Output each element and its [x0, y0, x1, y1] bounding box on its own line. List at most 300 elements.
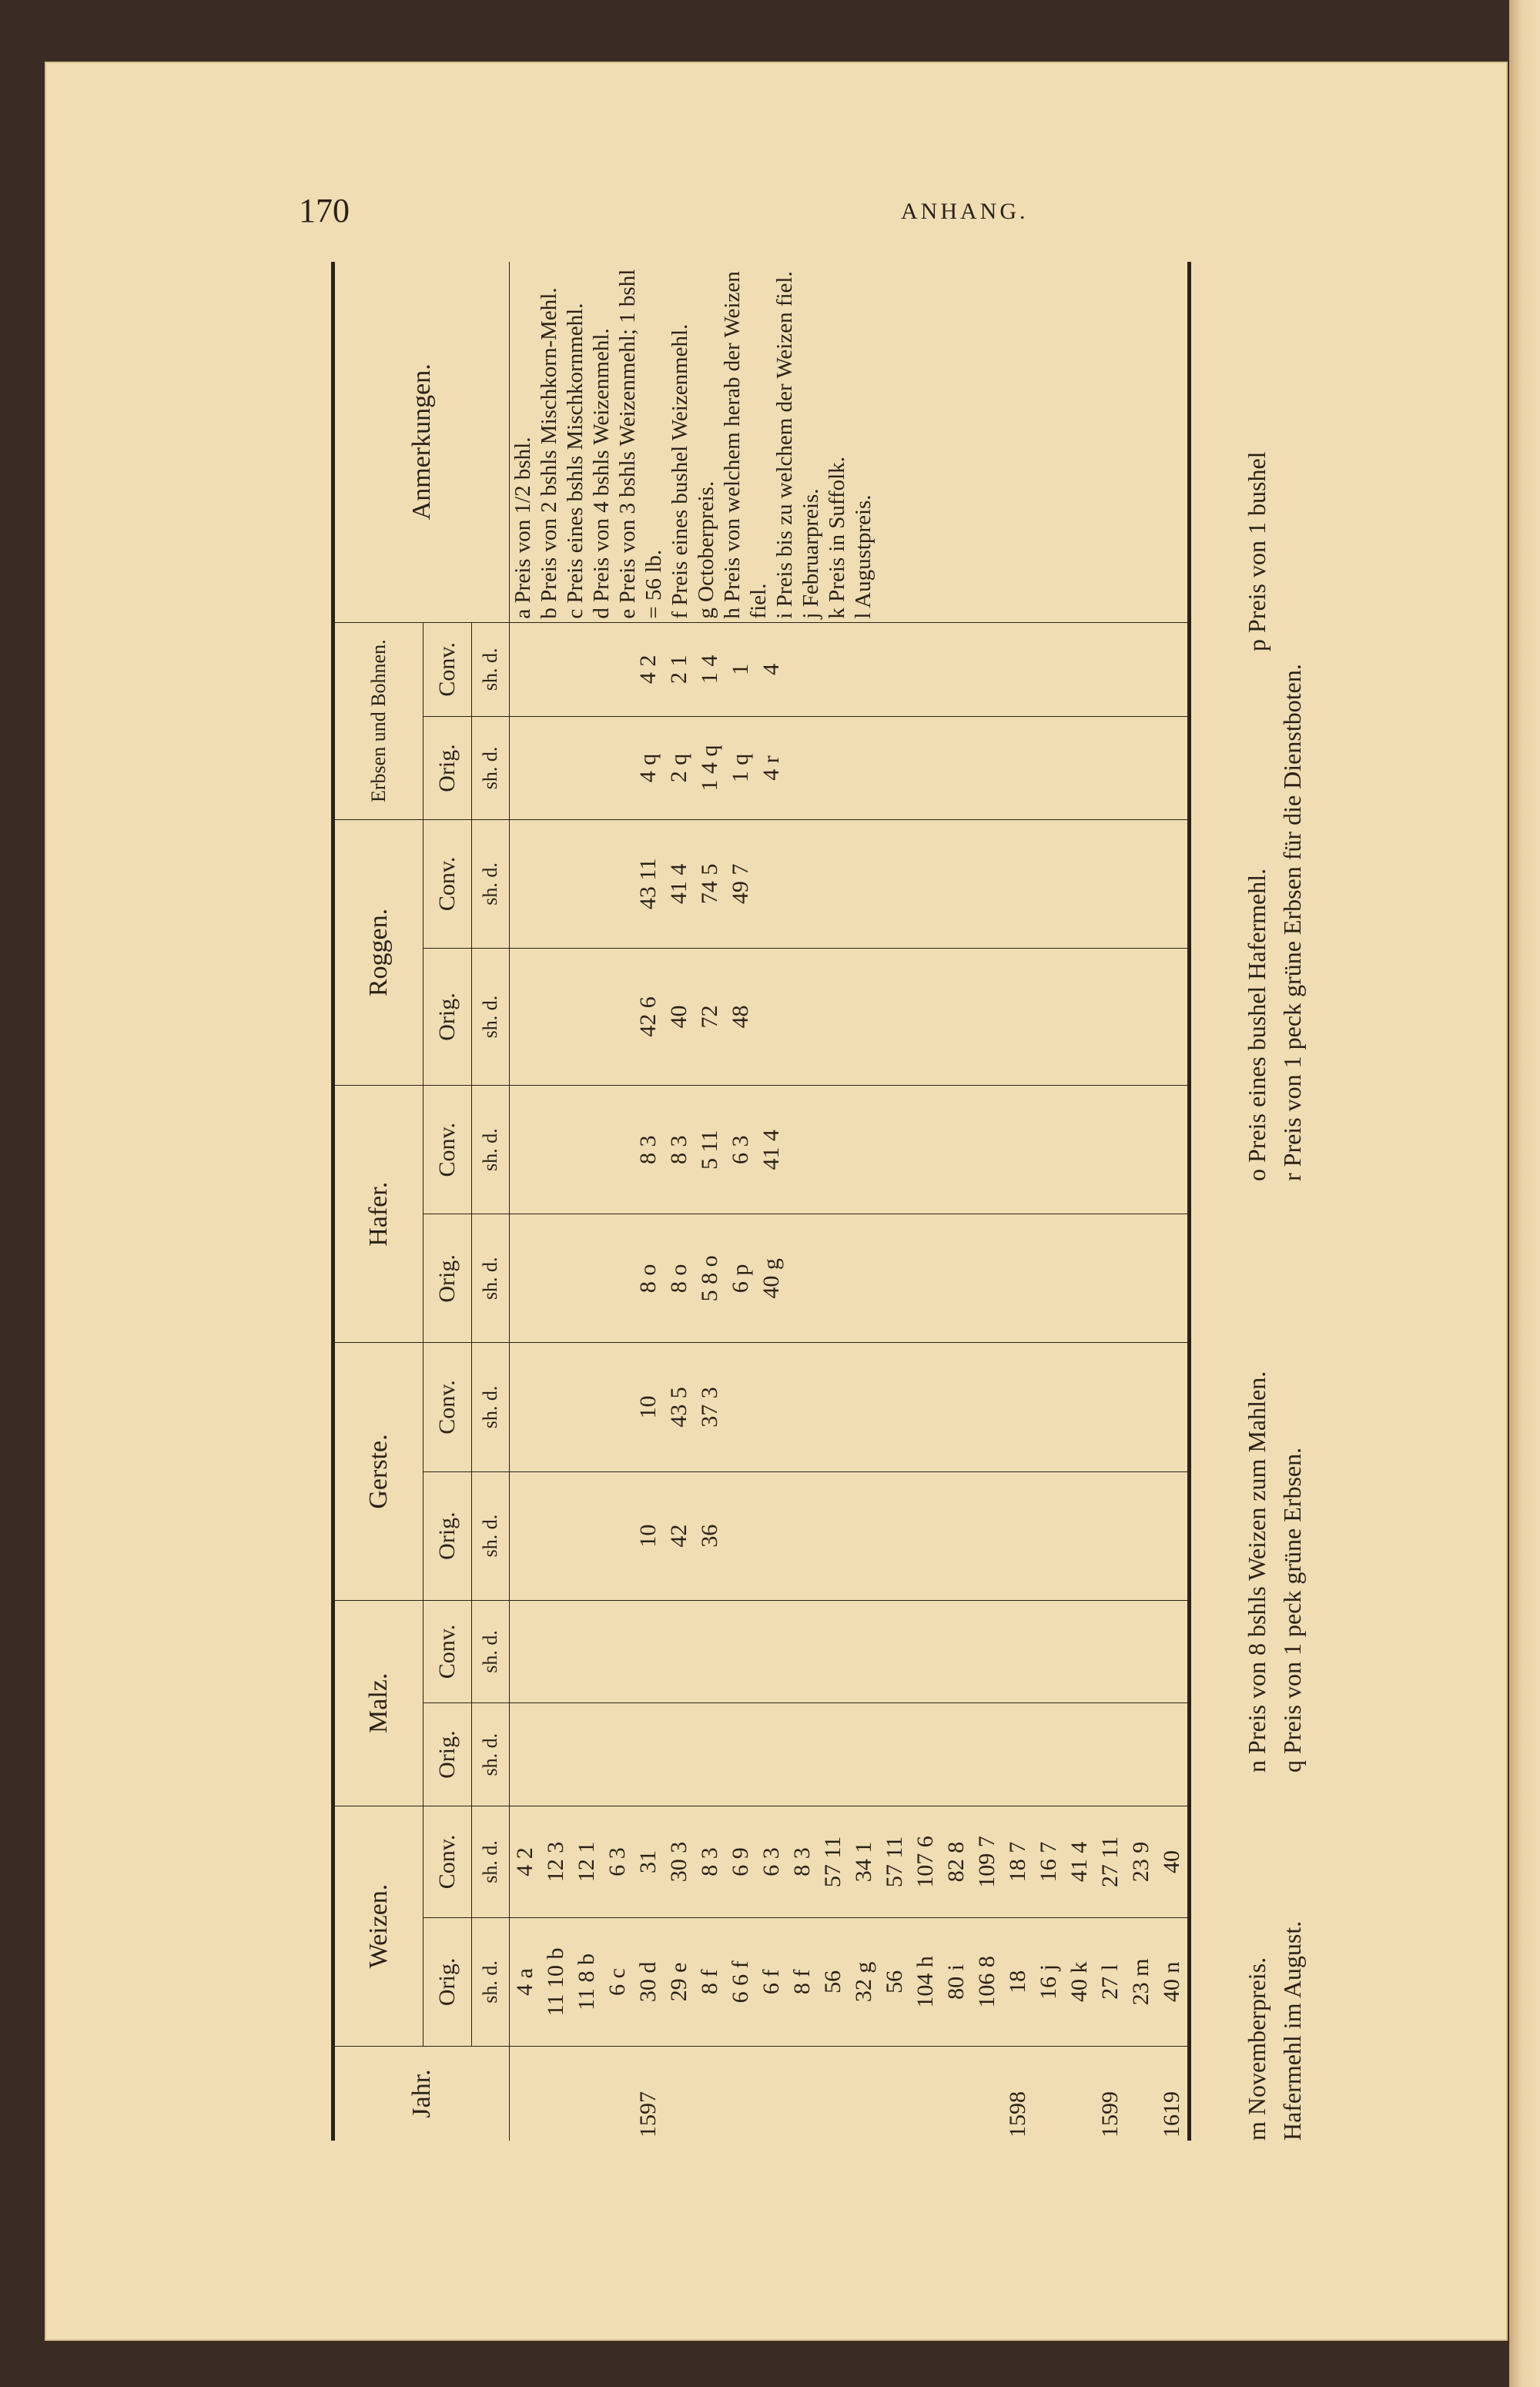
cell-ho [879, 1214, 910, 1343]
cell-wc: 31 [633, 1806, 664, 1918]
cell-hc: 8 3 [633, 1086, 664, 1214]
cell-mo [1033, 1703, 1064, 1806]
cell-go [510, 1471, 541, 1600]
cell-wo: 104 h [910, 1917, 941, 2046]
unit-label: sh. d. [472, 1600, 510, 1703]
unit-label: sh. d. [472, 1086, 510, 1214]
cell-eo [879, 717, 910, 820]
cell-mc [602, 1600, 633, 1703]
cell-ho [787, 1214, 818, 1343]
cell-rc [510, 819, 541, 948]
group-roggen: Roggen. [333, 819, 424, 1085]
sub-conv: Conv. [424, 819, 472, 948]
cell-hc [510, 1086, 541, 1214]
cell-year [602, 2046, 633, 2141]
cell-rc [1126, 819, 1157, 948]
sub-orig: Orig. [424, 1917, 472, 2046]
page-number: 170 [299, 192, 350, 229]
cell-ec [1095, 622, 1126, 717]
cell-ec [941, 622, 972, 717]
cell-gc [541, 1343, 571, 1471]
cell-year [756, 2046, 787, 2141]
cell-year [849, 2046, 879, 2141]
cell-wo: 11 8 b [571, 1917, 602, 2046]
cell-rc: 41 4 [664, 819, 695, 948]
cell-ro [602, 948, 633, 1085]
cell-gc [849, 1343, 879, 1471]
cell-mc [1095, 1600, 1126, 1703]
cell-hc [787, 1086, 818, 1214]
cell-wc: 18 7 [1003, 1806, 1033, 1918]
cell-wo: 29 e [664, 1917, 695, 2046]
sub-orig: Orig. [424, 1703, 472, 1806]
cell-ho [510, 1214, 541, 1343]
cell-mo [1126, 1703, 1157, 1806]
sub-conv: Conv. [424, 1343, 472, 1471]
cell-wc: 107 6 [910, 1806, 941, 1918]
cell-ec: 2 1 [664, 622, 695, 717]
cell-mo [510, 1703, 541, 1806]
cell-year [571, 2046, 602, 2141]
cell-mo [941, 1703, 972, 1806]
cell-ro [941, 948, 972, 1085]
cell-ro: 48 [725, 948, 756, 1085]
cell-hc [910, 1086, 941, 1214]
cell-gc [972, 1343, 1003, 1471]
running-head: ANHANG. [901, 199, 1029, 224]
cell-year [1064, 2046, 1095, 2141]
cell-eo [910, 717, 941, 820]
cell-go [910, 1471, 941, 1600]
cell-year [695, 2046, 725, 2141]
cell-year [725, 2046, 756, 2141]
cell-ho [1033, 1214, 1064, 1343]
cell-ec [1033, 622, 1064, 717]
cell-gc: 10 [633, 1343, 664, 1471]
footnote: o Preis eines bushel Hafermehl. [1243, 868, 1270, 1181]
cell-ro: 40 [664, 948, 695, 1085]
cell-ho [910, 1214, 941, 1343]
cell-year [818, 2046, 849, 2141]
cell-ro [1003, 948, 1033, 1085]
cell-rc: 74 5 [695, 819, 725, 948]
cell-year [1126, 2046, 1157, 2141]
cell-ro [910, 948, 941, 1085]
cell-wo: 30 d [633, 1917, 664, 2046]
cell-eo: 1 q [725, 717, 756, 820]
cell-go: 10 [633, 1471, 664, 1600]
cell-ec [510, 622, 541, 717]
cell-wo: 6 6 f [725, 1917, 756, 2046]
cell-go [879, 1471, 910, 1600]
cell-rc [1003, 819, 1033, 948]
cell-ec [541, 622, 571, 717]
cell-gc [910, 1343, 941, 1471]
cell-mc [571, 1600, 602, 1703]
cell-eo [1126, 717, 1157, 820]
cell-hc [972, 1086, 1003, 1214]
cell-ec [910, 622, 941, 717]
cell-wo: 40 n [1157, 1917, 1190, 2046]
cell-mc [787, 1600, 818, 1703]
cell-year: 1619 [1159, 2091, 1184, 2138]
cell-wc: 34 1 [849, 1806, 879, 1918]
cell-wc: 6 3 [602, 1806, 633, 1918]
cell-wc: 6 9 [725, 1806, 756, 1918]
cell-year [787, 2046, 818, 2141]
cell-eo [972, 717, 1003, 820]
note-item: g Octoberpreis. [694, 480, 718, 619]
cell-ec [972, 622, 1003, 717]
cell-rc [818, 819, 849, 948]
cell-ho [602, 1214, 633, 1343]
cell-mo [633, 1703, 664, 1806]
cell-mc [1003, 1600, 1033, 1703]
sub-orig: Orig. [424, 1471, 472, 1600]
group-anmerkungen: Anmerkungen. [333, 262, 510, 622]
cell-eo [1003, 717, 1033, 820]
cell-eo [1095, 717, 1126, 820]
cell-eo [510, 717, 541, 820]
cell-mc [1157, 1600, 1190, 1703]
cell-mo [849, 1703, 879, 1806]
cell-rc [1095, 819, 1126, 948]
cell-wc: 40 [1157, 1806, 1190, 1918]
unit-label: sh. d. [472, 622, 510, 717]
cell-rc [571, 819, 602, 948]
cell-rc: 43 11 [633, 819, 664, 948]
cell-gc [1033, 1343, 1064, 1471]
cell-mc [972, 1600, 1003, 1703]
cell-go: 42 [664, 1471, 695, 1600]
cell-eo [602, 717, 633, 820]
cell-wo: 32 g [849, 1917, 879, 2046]
cell-hc [818, 1086, 849, 1214]
cell-go [1095, 1471, 1126, 1600]
cell-go [756, 1471, 787, 1600]
cell-gc [1126, 1343, 1157, 1471]
cell-hc: 6 3 [725, 1086, 756, 1214]
cell-wo: 40 k [1064, 1917, 1095, 2046]
cell-gc [602, 1343, 633, 1471]
cell-mc [1126, 1600, 1157, 1703]
cell-ro [787, 948, 818, 1085]
group-weizen: Weizen. [333, 1806, 424, 2047]
footnotes-line-1 [1240, 262, 1274, 2141]
cell-mo [1064, 1703, 1095, 1806]
cell-gc [725, 1343, 756, 1471]
cell-ho [941, 1214, 972, 1343]
cell-mo [818, 1703, 849, 1806]
note-item: h Preis von welchem herab der Weizen fiel. [720, 271, 771, 619]
cell-wc: 12 1 [571, 1806, 602, 1918]
cell-year [664, 2046, 695, 2141]
cell-go [602, 1471, 633, 1600]
cell-mc [725, 1600, 756, 1703]
cell-gc [1064, 1343, 1095, 1471]
cell-mo [541, 1703, 571, 1806]
cell-wc: 8 3 [695, 1806, 725, 1918]
cell-gc [756, 1343, 787, 1471]
footnote: r Preis von 1 peck grüne Erbsen für die Dienstboten. [1278, 664, 1306, 1181]
cell-eo [849, 717, 879, 820]
note-item: e Preis von 3 bshls Weizenmehl; 1 bshl = 56 lb. [615, 269, 666, 619]
cell-wc: 109 7 [972, 1806, 1003, 1918]
cell-eo [571, 717, 602, 820]
cell-wo: 16 j [1033, 1917, 1064, 2046]
book-spine [1509, 0, 1540, 2387]
cell-ec [571, 622, 602, 717]
cell-ec: 1 [725, 622, 756, 717]
cell-wc: 4 2 [510, 1806, 541, 1918]
note-item: a Preis von 1/2 bshl. [511, 437, 535, 619]
cell-year [510, 2046, 541, 2141]
cell-mc [510, 1600, 541, 1703]
cell-ec [1003, 622, 1033, 717]
cell-go [1064, 1471, 1095, 1600]
footnotes-line-2 [1275, 262, 1309, 2141]
cell-eo [541, 717, 571, 820]
cell-ec [849, 622, 879, 717]
cell-rc [1064, 819, 1095, 948]
cell-hc: 8 3 [664, 1086, 695, 1214]
cell-mo [1095, 1703, 1126, 1806]
note-item: j Februarpreis. [798, 488, 823, 619]
cell-gc [1095, 1343, 1126, 1471]
notes-cell [510, 262, 1190, 622]
price-table [331, 262, 1191, 2141]
cell-gc [571, 1343, 602, 1471]
cell-mc [633, 1600, 664, 1703]
cell-wc: 12 3 [541, 1806, 571, 1918]
cell-go [541, 1471, 571, 1600]
cell-gc: 43 5 [664, 1343, 695, 1471]
cell-gc [879, 1343, 910, 1471]
cell-wc: 6 3 [756, 1806, 787, 1918]
cell-gc [1157, 1343, 1190, 1471]
cell-wo: 4 a [510, 1917, 541, 2046]
cell-mo [972, 1703, 1003, 1806]
sub-orig: Orig. [424, 1214, 472, 1343]
cell-rc [849, 819, 879, 948]
note-item: d Preis von 4 bshls Weizenmehl. [589, 328, 614, 619]
cell-mo [695, 1703, 725, 1806]
cell-wc: 27 11 [1095, 1806, 1126, 1918]
cell-ro [972, 948, 1003, 1085]
cell-mc [664, 1600, 695, 1703]
cell-ro [1157, 948, 1190, 1085]
cell-go [1003, 1471, 1033, 1600]
sub-orig: Orig. [424, 948, 472, 1085]
cell-year [910, 2046, 941, 2141]
cell-mc [910, 1600, 941, 1703]
cell-wo: 18 [1003, 1917, 1033, 2046]
cell-wo: 11 10 b [541, 1917, 571, 2046]
cell-go [941, 1471, 972, 1600]
cell-rc [879, 819, 910, 948]
cell-go [787, 1471, 818, 1600]
cell-year: 1599 [1097, 2091, 1123, 2138]
cell-rc [910, 819, 941, 948]
table-row [510, 262, 541, 2141]
unit-label: sh. d. [472, 1917, 510, 2046]
cell-ec [1126, 622, 1157, 717]
cell-ho [1157, 1214, 1190, 1343]
cell-ec [787, 622, 818, 717]
note-item: i Preis bis zu welchem der Weizen fiel. [772, 271, 797, 619]
cell-hc [1126, 1086, 1157, 1214]
cell-mo [787, 1703, 818, 1806]
note-item: c Preis eines bshls Mischkornmehl. [563, 303, 588, 619]
cell-mo [1003, 1703, 1033, 1806]
cell-eo: 4 r [756, 717, 787, 820]
footnote: p Preis von 1 bushel [1243, 451, 1270, 651]
cell-hc [571, 1086, 602, 1214]
sub-conv: Conv. [424, 1806, 472, 1918]
note-item: k Preis in Suffolk. [825, 457, 849, 619]
cell-eo: 1 4 q [695, 717, 725, 820]
note-item: l Augustpreis. [851, 494, 875, 619]
cell-rc [1157, 819, 1190, 948]
cell-year [541, 2046, 571, 2141]
cell-ec: 4 2 [633, 622, 664, 717]
rotated-table-block [331, 262, 1355, 2141]
cell-hc: 5 11 [695, 1086, 725, 1214]
cell-ec [1157, 622, 1190, 717]
cell-wc: 57 11 [879, 1806, 910, 1918]
cell-ec: 4 [756, 622, 787, 717]
cell-go [818, 1471, 849, 1600]
cell-eo [1157, 717, 1190, 820]
cell-wo: 8 f [787, 1917, 818, 2046]
cell-ro [1095, 948, 1126, 1085]
cell-mc [541, 1600, 571, 1703]
group-erbsen: Erbsen und Bohnen. [333, 622, 424, 819]
unit-label: sh. d. [472, 819, 510, 948]
cell-go: 36 [695, 1471, 725, 1600]
cell-wo: 6 f [756, 1917, 787, 2046]
footnote: Hafermehl im August. [1278, 1920, 1306, 2141]
cell-ec [602, 622, 633, 717]
group-malz: Malz. [333, 1600, 424, 1806]
group-hafer: Hafer. [333, 1086, 424, 1343]
cell-wc: 41 4 [1064, 1806, 1095, 1918]
unit-label: sh. d. [472, 717, 510, 820]
cell-eo [787, 717, 818, 820]
cell-wo: 80 i [941, 1917, 972, 2046]
cell-ho [972, 1214, 1003, 1343]
cell-ec [818, 622, 849, 717]
cell-eo: 4 q [633, 717, 664, 820]
cell-mc [1064, 1600, 1095, 1703]
cell-wo: 56 [818, 1917, 849, 2046]
cell-mc [849, 1600, 879, 1703]
cell-ho [1095, 1214, 1126, 1343]
sub-conv: Conv. [424, 1600, 472, 1703]
cell-hc [1064, 1086, 1095, 1214]
cell-hc [602, 1086, 633, 1214]
cell-ho: 5 8 o [695, 1214, 725, 1343]
cell-ro [510, 948, 541, 1085]
cell-mc [695, 1600, 725, 1703]
cell-ho [571, 1214, 602, 1343]
cell-wo: 106 8 [972, 1917, 1003, 2046]
cell-gc [941, 1343, 972, 1471]
cell-eo [818, 717, 849, 820]
cell-ro [1126, 948, 1157, 1085]
cell-ho [541, 1214, 571, 1343]
cell-ho [1003, 1214, 1033, 1343]
cell-ro [818, 948, 849, 1085]
cell-gc: 37 3 [695, 1343, 725, 1471]
cell-ro [849, 948, 879, 1085]
cell-rc [1033, 819, 1064, 948]
cell-ec: 1 4 [695, 622, 725, 717]
cell-wc: 16 7 [1033, 1806, 1064, 1918]
cell-year [941, 2046, 972, 2141]
group-gerste: Gerste. [333, 1343, 424, 1600]
cell-mc [756, 1600, 787, 1703]
cell-eo [941, 717, 972, 820]
cell-ro [1064, 948, 1095, 1085]
cell-wc: 8 3 [787, 1806, 818, 1918]
cell-wo: 56 [879, 1917, 910, 2046]
cell-go [972, 1471, 1003, 1600]
cell-rc [941, 819, 972, 948]
cell-mo [756, 1703, 787, 1806]
cell-mc [1033, 1600, 1064, 1703]
cell-year: 1598 [1005, 2091, 1030, 2138]
cell-wo: 27 l [1095, 1917, 1126, 2046]
unit-label: sh. d. [472, 1471, 510, 1600]
cell-ho: 6 p [725, 1214, 756, 1343]
cell-hc [541, 1086, 571, 1214]
cell-hc [1003, 1086, 1033, 1214]
unit-label: sh. d. [472, 948, 510, 1085]
footnote: q Preis von 1 peck grüne Erbsen. [1278, 1447, 1306, 1773]
cell-ro [879, 948, 910, 1085]
cell-wc: 23 9 [1126, 1806, 1157, 1918]
cell-ho: 8 o [664, 1214, 695, 1343]
cell-go [1157, 1471, 1190, 1600]
cell-go [1033, 1471, 1064, 1600]
cell-mc [818, 1600, 849, 1703]
cell-rc: 49 7 [725, 819, 756, 948]
unit-label: sh. d. [472, 1343, 510, 1471]
cell-ro: 42 6 [633, 948, 664, 1085]
cell-ro [571, 948, 602, 1085]
cell-mo [571, 1703, 602, 1806]
cell-hc [849, 1086, 879, 1214]
unit-label: sh. d. [472, 1703, 510, 1806]
cell-year [879, 2046, 910, 2141]
cell-year [1033, 2046, 1064, 2141]
cell-wo: 23 m [1126, 1917, 1157, 2046]
cell-wo: 8 f [695, 1917, 725, 2046]
cell-go [849, 1471, 879, 1600]
cell-eo: 2 q [664, 717, 695, 820]
cell-ro [541, 948, 571, 1085]
cell-mc [879, 1600, 910, 1703]
col-year-header: Jahr. [333, 2046, 510, 2141]
sub-conv: Conv. [424, 1086, 472, 1214]
cell-ec [879, 622, 910, 717]
cell-hc [1033, 1086, 1064, 1214]
cell-eo [1064, 717, 1095, 820]
cell-ho [1126, 1214, 1157, 1343]
note-item: b Preis von 2 bshls Mischkorn-Mehl. [537, 287, 561, 619]
cell-ec [1064, 622, 1095, 717]
